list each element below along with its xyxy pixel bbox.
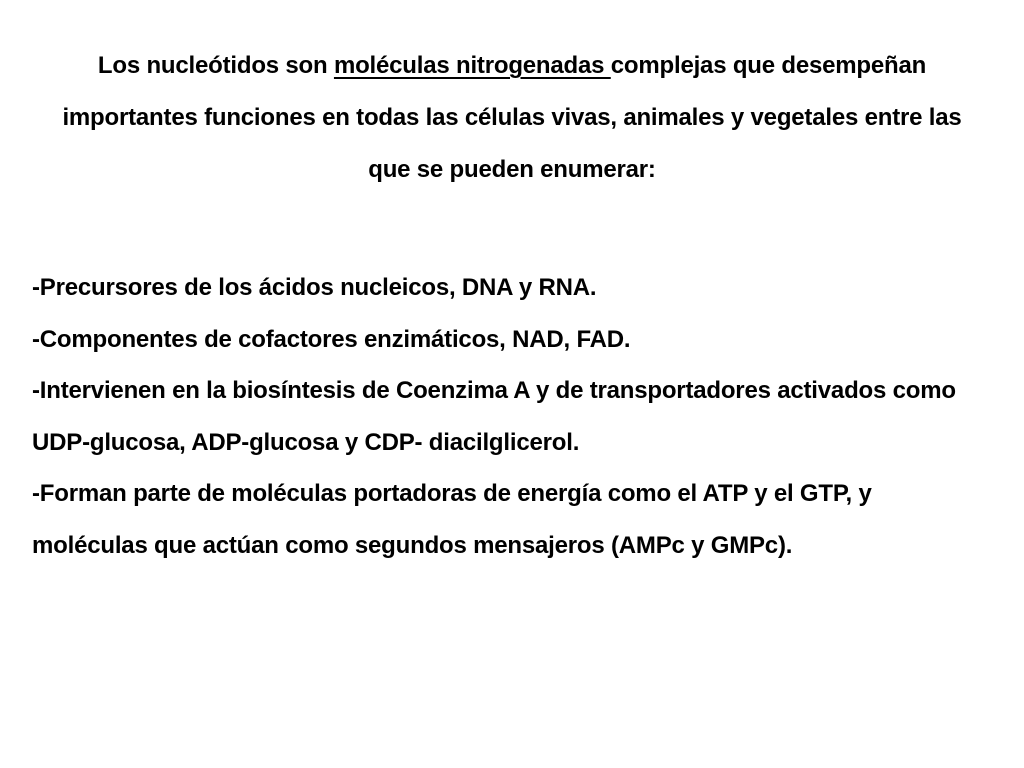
bullet-item-intervienen: -Intervienen en la biosíntesis de Coenzima A y de transportadores activados como UDP-glucosa, ADP-glucosa y CDP- diacilglicerol. bbox=[32, 377, 956, 456]
bullet-item-componentes: -Componentes de cofactores enzimáticos, NAD, FAD. bbox=[32, 325, 631, 353]
intro-text-start: Los nucleótidos son bbox=[97, 52, 334, 79]
bullet-list bbox=[32, 262, 992, 571]
intro-underlined-term: moléculas nitrogenadas bbox=[333, 52, 611, 79]
bullet-item-precursores: -Precursores de los ácidos nucleicos, DNA y RNA. bbox=[32, 274, 597, 301]
intro-paragraph bbox=[40, 40, 984, 196]
bullet-item-forman-parte: -Forman parte de moléculas portadoras de energía como el ATP y el GTP, y moléculas que actúan como segundos mensajeros (AMPc y GMPc). bbox=[32, 480, 872, 559]
intro-text-end: complejas que desempeñan importantes funciones en todas las células vivas, animales y vegetales entre las que se pueden enumerar: bbox=[62, 52, 962, 183]
